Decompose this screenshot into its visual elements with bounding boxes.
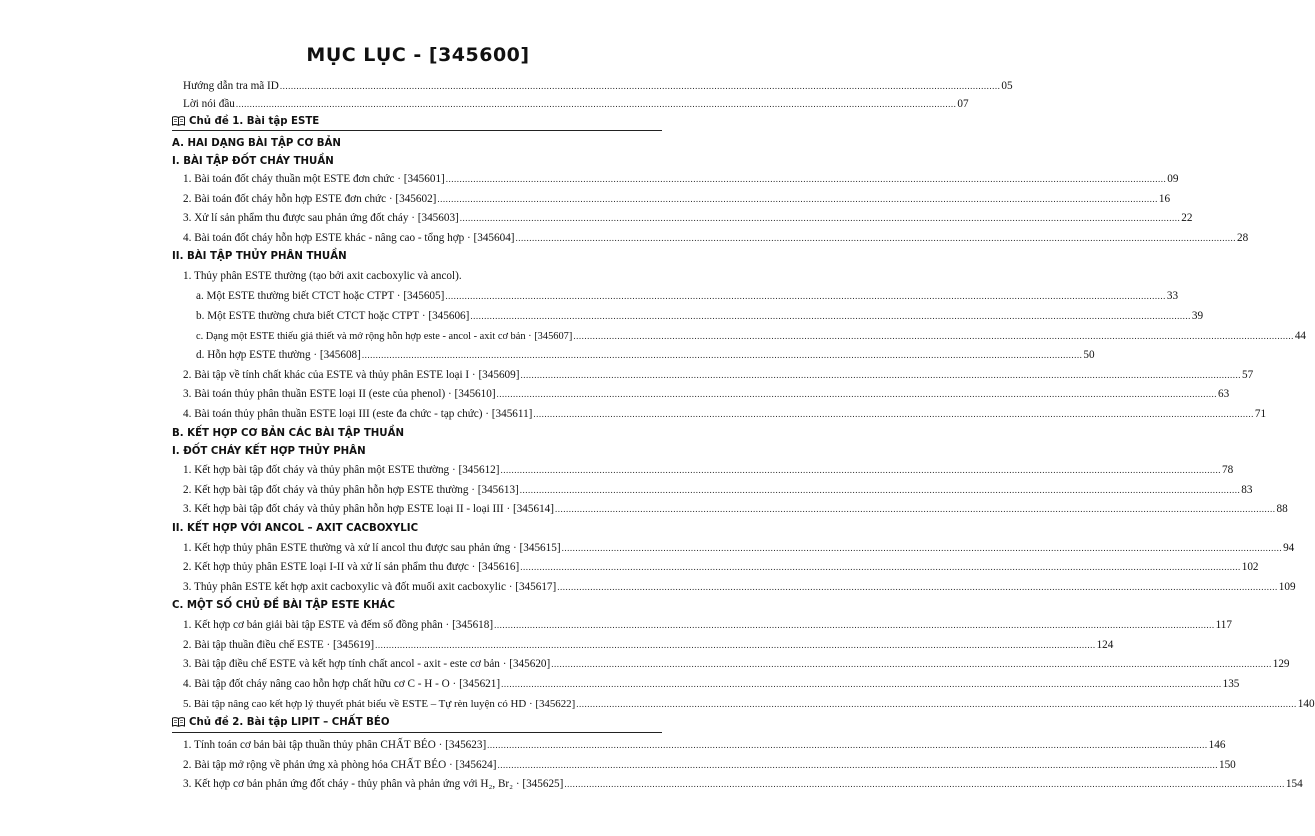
toc-entry-345624[interactable] [0, 755, 1236, 775]
page-number: 44 [1294, 330, 1306, 342]
page-number: 57 [1241, 369, 1254, 381]
leader-dots: ...................................................................................................................................................................................................................................................................... [445, 291, 1166, 301]
page-number: 05 [1001, 80, 1013, 92]
toc-entry-345615[interactable] [0, 538, 1295, 558]
leader-dots: ...................................................................................................................................................................................................................................................................... [555, 504, 1276, 514]
page-number: 150 [1218, 759, 1236, 771]
entry-text: 3. Kết hợp cơ bản phản ứng đốt cháy - thủy phân và phản ứng với H₂, Br₂ · [345625] [183, 778, 564, 790]
entry-text: 3. Bài toán thủy phân thuần ESTE loại II (este của phenol) · [345610] [183, 388, 496, 400]
toc-entry-345609[interactable] [0, 365, 1254, 385]
leader-dots: ...................................................................................................................................................................................................................................................................... [557, 582, 1278, 592]
toc-entry-345625[interactable] [0, 774, 1303, 794]
page-number: 135 [1222, 678, 1240, 690]
toc-entry-345623[interactable] [0, 735, 1226, 755]
leader-dots: ...................................................................................................................................................................................................................................................................... [437, 194, 1158, 204]
section-a-heading: A. HAI DẠNG BÀI TẬP CƠ BẢN [172, 137, 341, 149]
leader-dots: ...................................................................................................................................................................................................................................................................... [375, 640, 1096, 650]
entry-text: 2. Bài tập mở rộng về phản ứng xà phòng hóa CHẤT BÉO · [345624] [183, 759, 497, 771]
entry-text: 5. Bài tập nâng cao kết hợp lý thuyết phát biểu về ESTE – Tự rèn luyện có HD · [345622] [183, 698, 576, 710]
leader-dots: ...................................................................................................................................................................................................................................................................... [515, 233, 1237, 243]
page-number: 117 [1215, 619, 1232, 631]
page-number: 16 [1158, 193, 1171, 205]
entry-text: 3. Bài tập điều chế ESTE và kết hợp tính chất ancol - axit - este cơ bản · [345620] [183, 658, 551, 670]
entry-text: d. Hỗn hợp ESTE thường · [345608] [196, 349, 361, 361]
toc-entry-345620[interactable] [0, 654, 1290, 674]
entry-text: 1. Thủy phân ESTE thường (tạo bởi axit cacboxylic và ancol). [183, 270, 462, 282]
leader-dots: ...................................................................................................................................................................................................................................................................... [497, 760, 1218, 770]
page-number: 94 [1283, 542, 1295, 554]
page-number: 83 [1241, 484, 1253, 496]
section-b-i-heading: I. ĐỐT CHÁY KẾT HỢP THỦY PHÂN [172, 445, 366, 457]
toc-entry-345613[interactable] [0, 480, 1253, 500]
entry-text: 1. Tính toán cơ bản bài tập thuần thủy phân CHẤT BÉO · [345623] [183, 739, 487, 751]
leader-dots: ...................................................................................................................................................................................................................................................................... [520, 370, 1241, 380]
toc-entry-345617[interactable] [0, 577, 1296, 597]
entry-text: 4. Bài tập đốt cháy nâng cao hỗn hợp chất hữu cơ C - H - O · [345621] [183, 678, 501, 690]
page-number: 33 [1166, 290, 1179, 302]
page-number: 71 [1254, 408, 1267, 420]
entry-text: 3. Xử lí sản phẩm thu được sau phản ứng đốt cháy · [345603] [183, 212, 459, 224]
leader-dots: ...................................................................................................................................................................................................................................................................... [551, 659, 1272, 669]
leader-dots: ...................................................................................................................................................................................................................................................................... [520, 562, 1241, 572]
leader-dots: ...................................................................................................................................................................................................................................................................... [533, 409, 1254, 419]
page-number: 22 [1181, 212, 1193, 224]
entry-text: 4. Bài toán đốt cháy hỗn hợp ESTE khác - nâng cao - tổng hợp · [345604] [183, 232, 515, 244]
page-number: 78 [1221, 464, 1234, 476]
page-number: 109 [1278, 581, 1296, 593]
leader-dots: ...................................................................................................................................................................................................................................................................... [445, 174, 1167, 184]
page-number: 129 [1272, 658, 1290, 670]
toc-entry-guide[interactable] [0, 76, 1013, 96]
leader-dots: ...................................................................................................................................................................................................................................................................... [561, 543, 1283, 553]
topic-2-heading [172, 712, 662, 732]
toc-entry-345601[interactable] [0, 169, 1179, 189]
leader-dots: ...................................................................................................................................................................................................................................................................... [494, 620, 1215, 630]
leader-dots: ...................................................................................................................................................................................................................................................................... [459, 213, 1181, 223]
entry-text: 3. Kết hợp bài tập đốt cháy và thủy phân hỗn hợp ESTE loại II - loại III · [345614] [183, 503, 554, 515]
toc-entry-345619[interactable] [0, 635, 1114, 655]
topic-1-rule [172, 130, 662, 131]
toc-entry-345608[interactable] [0, 345, 1095, 365]
toc-entry-345604[interactable] [0, 228, 1249, 248]
leader-dots: ...................................................................................................................................................................................................................................................................... [564, 779, 1285, 789]
entry-text: 1. Kết hợp thủy phân ESTE thường và xử lí ancol thu được sau phản ứng · [345615] [183, 542, 561, 554]
open-book-icon [172, 116, 185, 126]
section-c-heading: C. MỘT SỐ CHỦ ĐỀ BÀI TẬP ESTE KHÁC [172, 599, 395, 611]
leader-dots: ...................................................................................................................................................................................................................................................................... [496, 389, 1218, 399]
toc-entry-thuy-phan-este-thuong [0, 266, 836, 286]
entry-text: c. Dạng một ESTE thiếu giả thiết và mở rộng hỗn hợp este - ancol - axit cơ bản · [345607] [196, 330, 573, 342]
entry-text: 2. Bài tập thuần điều chế ESTE · [345619] [183, 639, 375, 651]
leader-dots: ...................................................................................................................................................................................................................................................................... [470, 311, 1191, 321]
entry-text: 2. Kết hợp thủy phân ESTE loại I-II và xử lí sản phẩm thu được · [345616] [183, 561, 520, 573]
toc-entry-345602[interactable] [0, 189, 1171, 209]
entry-text: a. Một ESTE thường biết CTCT hoặc CTPT · [345605] [196, 290, 445, 302]
toc-entry-345606[interactable] [0, 306, 1204, 326]
section-a-i-heading: I. BÀI TẬP ĐỐT CHÁY THUẦN [172, 155, 334, 167]
toc-entry-345616[interactable] [0, 557, 1259, 577]
entry-text: Hướng dẫn tra mã ID [183, 80, 279, 92]
toc-entry-345611[interactable] [0, 404, 1267, 424]
topic-2-title: Chủ đề 2. Bài tập LIPIT – CHẤT BÉO [189, 716, 390, 728]
section-b-ii-heading: II. KẾT HỢP VỚI ANCOL – AXIT CACBOXYLIC [172, 522, 419, 534]
leader-dots: ...................................................................................................................................................................................................................................................................... [500, 465, 1221, 475]
page-number: 28 [1237, 232, 1249, 244]
leader-dots: ...................................................................................................................................................................................................................................................................... [487, 740, 1208, 750]
section-a-ii-heading: II. BÀI TẬP THỦY PHÂN THUẦN [172, 250, 347, 262]
toc-entry-345618[interactable] [0, 615, 1232, 635]
leader-dots: ...................................................................................................................................................................................................................................................................... [501, 679, 1222, 689]
entry-text: Lời nói đầu [183, 98, 235, 110]
page-number: 124 [1096, 639, 1114, 651]
page-number: 07 [957, 98, 969, 110]
topic-1-title: Chủ đề 1. Bài tập ESTE [189, 115, 320, 127]
leader-dots: ...................................................................................................................................................................................................................................................................... [361, 350, 1083, 360]
page-title: MỤC LỤC - [345600] [306, 44, 530, 66]
leader-dots: ...................................................................................................................................................................................................................................................................... [279, 81, 1001, 91]
leader-dots: ...................................................................................................................................................................................................................................................................... [519, 485, 1241, 495]
toc-entry-345614[interactable] [0, 499, 1288, 519]
topic-1-heading [172, 111, 662, 131]
leader-dots: ...................................................................................................................................................................................................................................................................... [576, 699, 1297, 709]
entry-text: 3. Thủy phân ESTE kết hợp axit cacboxylic và đốt muối axit cacboxylic · [345617] [183, 581, 557, 593]
entry-text: 1. Kết hợp bài tập đốt cháy và thủy phân một ESTE thường · [345612] [183, 464, 500, 476]
topic-2-rule [172, 732, 662, 733]
page-number: 146 [1208, 739, 1226, 751]
entry-text: 2. Bài toán đốt cháy hỗn hợp ESTE đơn chức · [345602] [183, 193, 437, 205]
page-number: 09 [1167, 173, 1179, 185]
page-number: 50 [1083, 349, 1095, 361]
leader-dots: ...................................................................................................................................................................................................................................................................... [573, 331, 1294, 341]
toc-entry-345607[interactable] [0, 326, 1306, 346]
entry-text: 2. Bài tập về tính chất khác của ESTE và thủy phân ESTE loại I · [345609] [183, 369, 520, 381]
entry-text: 4. Bài toán thủy phân thuần ESTE loại III (este đa chức - tạp chức) · [345611] [183, 408, 533, 420]
leader-dots: ...................................................................................................................................................................................................................................................................... [235, 99, 957, 109]
page-number: 102 [1241, 561, 1259, 573]
toc-entry-345621[interactable] [0, 674, 1240, 694]
entry-text: 2. Kết hợp bài tập đốt cháy và thủy phân hỗn hợp ESTE thường · [345613] [183, 484, 519, 496]
page-number: 63 [1218, 388, 1230, 400]
page-number: 88 [1276, 503, 1288, 515]
section-b-heading: B. KẾT HỢP CƠ BẢN CÁC BÀI TẬP THUẦN [172, 427, 404, 439]
toc-entry-345612[interactable] [0, 460, 1234, 480]
toc-entry-345610[interactable] [0, 384, 1230, 404]
toc-entry-345603[interactable] [0, 208, 1193, 228]
toc-entry-345622[interactable] [0, 694, 1315, 714]
entry-text: 1. Kết hợp cơ bản giải bài tập ESTE và đếm số đồng phân · [345618] [183, 619, 494, 631]
page-number: 39 [1191, 310, 1204, 322]
open-book-icon [172, 717, 185, 727]
toc-entry-345605[interactable] [0, 286, 1179, 306]
page-number: 140 [1297, 698, 1315, 710]
entry-text: 1. Bài toán đốt cháy thuần một ESTE đơn chức · [345601] [183, 173, 445, 185]
entry-text: b. Một ESTE thường chưa biết CTCT hoặc CTPT · [345606] [196, 310, 470, 322]
page-number: 154 [1285, 778, 1303, 790]
